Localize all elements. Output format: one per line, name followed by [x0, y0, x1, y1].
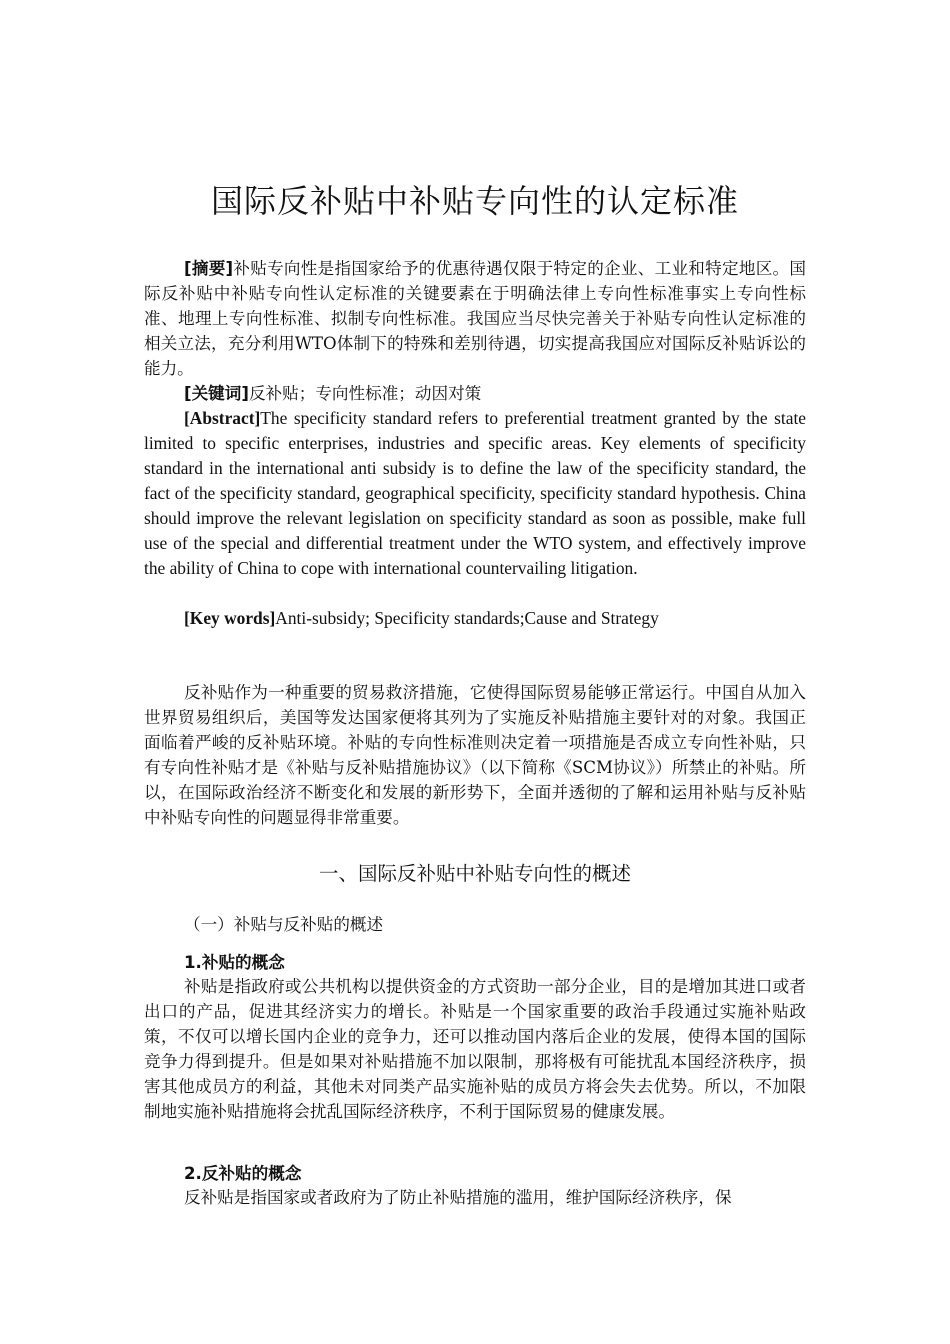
item-1-heading: 1.补贴的概念 — [184, 953, 285, 972]
intro-paragraph: 反补贴作为一种重要的贸易救济措施，它使得国际贸易能够正常运行。中国自从加入世界贸易组织后，美国等发达国家便将其列为了实施反补贴措施主要针对的对象。我国正面临着严峻的反补贴环境。补贴的专向性标准则决定着一项措施是否成立专向性补贴，只有专向性补贴才是《补贴与反补贴措施协议》（以下简称《SCM协议》）所禁止的补贴。所以，在国际政治经济不断变化和发展的新形势下，全面并透彻的了解和运用补贴与反补贴中补贴专向性的问题显得非常重要。 — [144, 683, 806, 827]
keywords-cn — [144, 381, 806, 406]
abstract-cn-label: [摘要] — [184, 259, 234, 278]
keywords-cn-label: [关键词] — [184, 384, 249, 403]
item-2-heading: 2.反补贴的概念 — [184, 1164, 302, 1183]
abstract-cn-text: 补贴专向性是指国家给予的优惠待遇仅限于特定的企业、工业和特定地区。国际反补贴中补贴专向性认定标准的关键要素在于明确法律上专向性标准事实上专向性标准、地理上专向性标准、拟制专向性标准。我国应当尽快完善关于补贴专向性认定标准的相关立法，充分利用WTO体制下的特殊和差别待遇，切实提高我国应对国际反补贴诉讼的能力。 — [144, 259, 806, 378]
abstract-en-text: The specificity standard refers to preferential treatment granted by the state limited to specific enterprises, industries and specific areas. Key elements of specificity standard in the international anti subsidy is to define the law of the specificity standard, the fact of the specificity standard, geographical specificity, specificity standard hypothesis. China should improve the relevant legislation on specificity standard as soon as possible, make full use of the special and differential treatment under the WTO system, and effectively improve the ability of China to cope with international countervailing litigation. — [144, 408, 806, 578]
abstract-en — [144, 406, 806, 581]
keywords-en-text: Anti-subsidy; Specificity standards;Cause and Strategy — [275, 608, 659, 628]
abstract-cn — [144, 256, 806, 381]
paper-title: 国际反补贴中补贴专向性的认定标准 — [210, 182, 739, 220]
item-2-paragraph: 反补贴是指国家或者政府为了防止补贴措施的滥用，维护国际经济秩序，保 — [184, 1188, 732, 1207]
item-1-paragraph: 补贴是指政府或公共机构以提供资金的方式资助一部分企业，目的是增加其进口或者出口的产品，促进其经济实力的增长。补贴是一个国家重要的政治手段通过实施补贴政策，不仅可以增长国内企业的竞争力，还可以推动国内落后企业的发展，使得本国的国际竞争力得到提升。但是如果对补贴措施不加以限制，那将极有可能扰乱本国经济秩序，损害其他成员方的利益，其他未对同类产品实施补贴的成员方将会失去优势。所以，不加限制地实施补贴措施将会扰乱国际经济秩序，不利于国际贸易的健康发展。 — [144, 977, 806, 1121]
keywords-cn-text: 反补贴；专向性标准；动因对策 — [248, 384, 482, 403]
section-1-heading: 一、国际反补贴中补贴专向性的概述 — [318, 862, 631, 885]
keywords-en-label: [Key words] — [184, 608, 276, 628]
keywords-en — [144, 606, 806, 631]
abstract-en-label: [Abstract] — [184, 408, 261, 428]
subsection-1-heading: （一）补贴与反补贴的概述 — [184, 915, 384, 934]
